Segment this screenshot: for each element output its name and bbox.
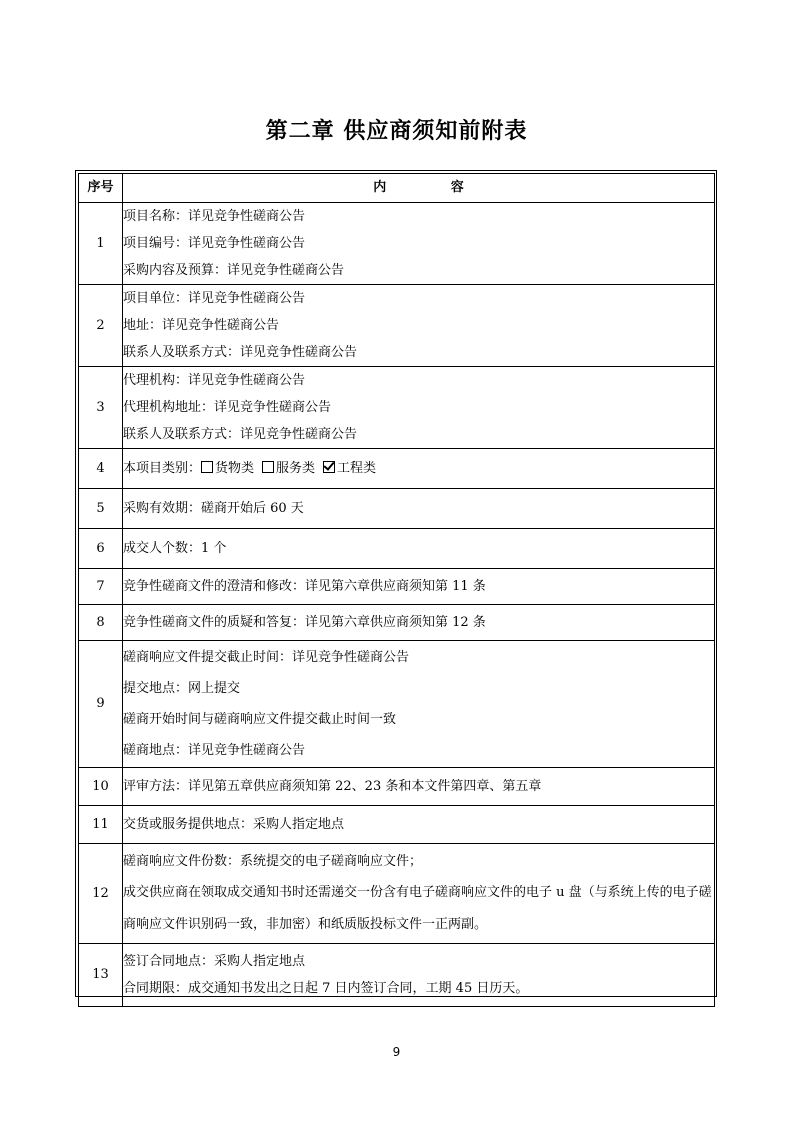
row-line: 项目单位：详见竞争性磋商公告 (123, 291, 306, 306)
checkbox-goods-label: 货物类 (215, 461, 255, 476)
row-number: 7 (79, 569, 123, 605)
table-row (79, 569, 715, 605)
row-line: 联系人及联系方式：详见竞争性磋商公告 (123, 345, 358, 360)
row-line: 签订合同地点：采购人指定地点 (123, 954, 306, 969)
page-title: 第二章 供应商须知前附表 (265, 119, 528, 144)
row-number: 11 (79, 806, 123, 844)
table-row (79, 806, 715, 844)
row-line: 成交人个数：1 个 (123, 541, 227, 556)
row-content (123, 806, 715, 844)
table-row (79, 768, 715, 806)
checkbox-service-label: 服务类 (276, 461, 316, 476)
checkbox-engineering[interactable] (323, 461, 335, 473)
supplier-notice-table (78, 173, 715, 1007)
row-content (123, 449, 715, 489)
table-row (79, 641, 715, 768)
header-content: 内 容 (123, 174, 715, 203)
row-number: 12 (79, 844, 123, 944)
row-line: 联系人及联系方式：详见竞争性磋商公告 (123, 427, 358, 442)
table-row (79, 285, 715, 367)
row-content (123, 203, 715, 285)
table-row (79, 529, 715, 569)
row-line: 代理机构地址：详见竞争性磋商公告 (123, 400, 332, 415)
table-row (79, 844, 715, 944)
row-content (123, 844, 715, 944)
row-line: 交货或服务提供地点：采购人指定地点 (123, 817, 345, 832)
row-line: 磋商地点：详见竞争性磋商公告 (123, 743, 306, 758)
row-line: 合同期限：成交通知书发出之日起 7 日内签订合同，工期 45 日历天。 (123, 981, 529, 996)
project-category-label: 本项目类别： (123, 461, 202, 476)
row-content (123, 285, 715, 367)
table-row (79, 367, 715, 449)
row-line: 成交供应商在领取成交通知书时还需递交一份含有电子磋商响应文件的电子 u 盘（与系统上传的电子磋商响应文件识别码一致，非加密）和纸质版投标文件一正两副。 (123, 885, 712, 932)
row-content (123, 768, 715, 806)
page-number: 9 (392, 1045, 401, 1059)
table-row (79, 489, 715, 529)
table-header-row (79, 174, 715, 203)
row-number: 5 (79, 489, 123, 529)
checkbox-service[interactable] (262, 461, 274, 473)
row-number: 6 (79, 529, 123, 569)
row-line: 项目编号：详见竞争性磋商公告 (123, 236, 306, 251)
row-line: 代理机构：详见竞争性磋商公告 (123, 373, 306, 388)
checkbox-goods[interactable] (201, 461, 213, 473)
row-number: 4 (79, 449, 123, 489)
checkbox-engineering-label: 工程类 (337, 461, 377, 476)
row-content (123, 569, 715, 605)
row-number: 1 (79, 203, 123, 285)
row-number: 9 (79, 641, 123, 768)
row-line: 竞争性磋商文件的澄清和修改：详见第六章供应商须知第 11 条 (123, 579, 486, 594)
row-content (123, 641, 715, 768)
row-line: 磋商响应文件提交截止时间：详见竞争性磋商公告 (123, 650, 410, 665)
row-line: 竞争性磋商文件的质疑和答复：详见第六章供应商须知第 12 条 (123, 615, 486, 630)
row-content (123, 605, 715, 641)
row-content (123, 489, 715, 529)
row-line: 采购内容及预算：详见竞争性磋商公告 (123, 263, 345, 278)
row-number: 10 (79, 768, 123, 806)
project-category-line (123, 455, 714, 482)
row-line: 磋商开始时间与磋商响应文件提交截止时间一致 (123, 712, 397, 727)
row-number: 13 (79, 944, 123, 1007)
table-row (79, 944, 715, 1007)
row-line: 提交地点：网上提交 (123, 681, 241, 696)
table-row (79, 449, 715, 489)
header-no: 序号 (79, 174, 123, 203)
row-number: 8 (79, 605, 123, 641)
row-content (123, 367, 715, 449)
table-row (79, 203, 715, 285)
row-line: 采购有效期：磋商开始后 60 天 (123, 501, 304, 516)
row-number: 2 (79, 285, 123, 367)
row-content (123, 944, 715, 1007)
table-row (79, 605, 715, 641)
row-line: 磋商响应文件份数：系统提交的电子磋商响应文件； (123, 854, 423, 869)
row-line: 评审方法：详见第五章供应商须知第 22、23 条和本文件第四章、第五章 (123, 779, 542, 794)
row-content (123, 529, 715, 569)
row-line: 地址：详见竞争性磋商公告 (123, 318, 280, 333)
row-line: 项目名称：详见竞争性磋商公告 (123, 209, 306, 224)
row-number: 3 (79, 367, 123, 449)
